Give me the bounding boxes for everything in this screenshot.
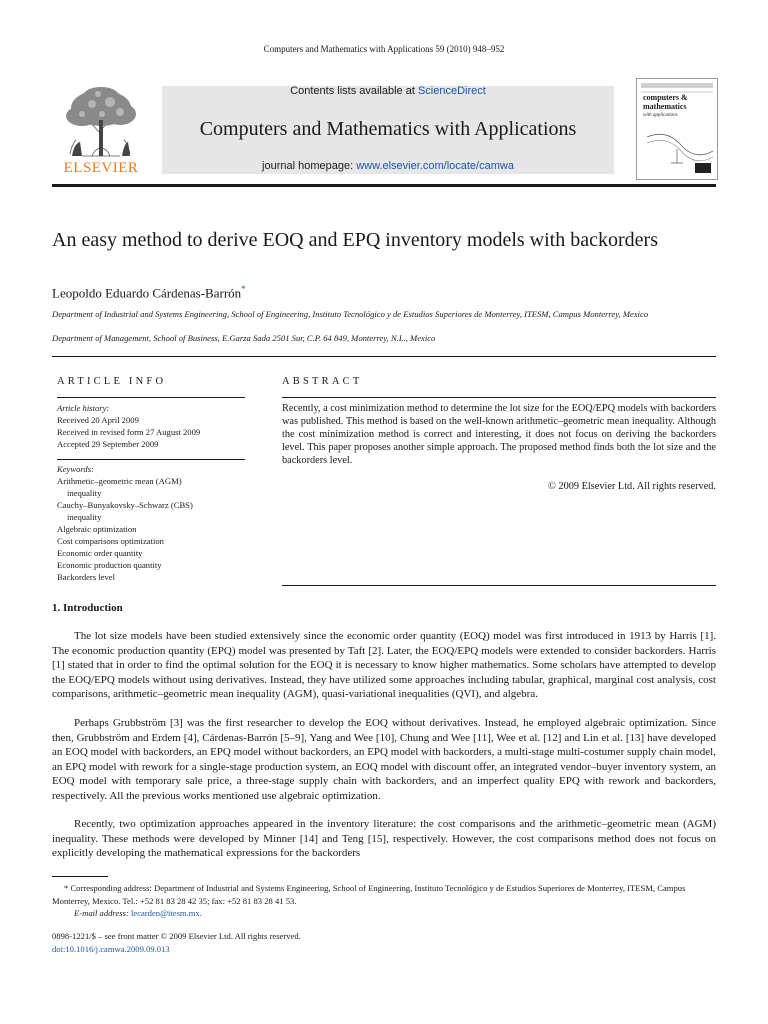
- keyword-item: Arithmetic–geometric mean (AGM): [57, 476, 182, 486]
- intro-p2-text: Perhaps Grubbström [3] was the first researcher to develop the EOQ without derivatives. Instead, he employed algebraic optimization. Since then, Grubbström and Erdem [4], Cárdenas-Barrón [5–9], Yang and Wee [10], Chung and Wee [11], Wee et al. [12] and Lin et al. [13] have developed an EOQ model with backorders, an EPQ model without backorders, an EPQ model with backorders, a multi-stage multi-costumer supply chain model, an EPQ model with rework for a single-stage production system, an EOQ model with discount offer, an integrated vendor–buyer inventory system, an EOQ model with temporary sale price, a three-stage supply chain with backorders, and an imperfect quality EPQ with rework and backorders, respectively. All the previous works mentioned use algebraic optimization.: [52, 717, 716, 802]
- history-item: Received in revised form 27 August 2009: [57, 427, 201, 437]
- article-history: [57, 402, 245, 450]
- article-info-heading: ARTICLE INFO: [57, 376, 167, 387]
- cover-title-1: computers &: [643, 93, 688, 102]
- issn-line: 0898-1221/$ – see front matter © 2009 Elsevier Ltd. All rights reserved.: [52, 931, 301, 941]
- homepage-line: [162, 160, 614, 172]
- keyword-item: inequality: [67, 488, 102, 498]
- footnote: [52, 882, 716, 920]
- cover-subtitle: with applications: [643, 113, 678, 118]
- intro-paragraph-1: [52, 629, 716, 702]
- abstract-text: Recently, a cost minimization method to determine the lot size for the EOQ/EPQ models with backorders was published. This method is based on the well-known arithmetic–geometric mean inequality. Although the cost minimization method is correct and interesting, it does not focus on deriving the backorders level. This paper proposes another simple approach. The proposed method finds both the lot size and the backorders level.: [282, 403, 716, 466]
- contents-prefix: Contents lists available at: [290, 85, 418, 97]
- front-matter: [52, 930, 301, 955]
- cover-title-2: mathematics: [643, 102, 687, 111]
- keyword-item: Backorders level: [57, 572, 115, 582]
- keyword-item: Algebraic optimization: [57, 524, 137, 534]
- email-suffix: .: [199, 908, 202, 918]
- homepage-prefix: journal homepage:: [262, 160, 357, 172]
- keywords-rule: [57, 459, 245, 460]
- footnote-text: Corresponding address: Department of Industrial and Systems Engineering, School of Engineering, Instituto Tecnológico y de Estudios Superiores de Monterrey, ITESM, Campus Monterrey, Mexico. Tel.: +52 81 83 28 42 35; fax: +52 81 83 28 41 53.: [52, 883, 686, 906]
- intro-p1-text: The lot size models have been studied extensively since the economic order quantity (EOQ) model was first introduced in 1913 by Harris [1]. The economic production quantity (EPQ) model was presented by Taft [2]. Later, the EOQ/EPQ models were extended to consider backorders. Harris [1] stated that in order to find the optimal solution for the EOQ it is necessary to know higher mathematics. Some scholars have attempted to develop the EOQ/EPQ models without using derivatives. Instead, they have utilized some approaches including tabular, graphical, marginal cost analysis, cost comparisons, arithmetic–geometric mean inequality (AGM), quasi-variational inequalities (QVI), and algebra.: [52, 630, 716, 700]
- article-title: An easy method to derive EOQ and EPQ inventory models with backorders: [52, 229, 658, 251]
- contents-line: [162, 86, 614, 97]
- email-label: E-mail address:: [74, 908, 131, 918]
- author-email-link[interactable]: lecarden@itesm.mx: [130, 908, 200, 918]
- author-footnote-mark[interactable]: *: [241, 284, 246, 294]
- intro-paragraph-3: [52, 817, 716, 861]
- journal-title: Computers and Mathematics with Applications: [199, 118, 577, 140]
- history-item: Accepted 29 September 2009: [57, 439, 159, 449]
- abstract-copyright: © 2009 Elsevier Ltd. All rights reserved.: [548, 481, 716, 492]
- sciencedirect-link[interactable]: ScienceDirect: [417, 85, 486, 97]
- keywords-label: Keywords:: [57, 464, 94, 474]
- keyword-item: inequality: [67, 512, 102, 522]
- doi-link[interactable]: doi:10.1016/j.camwa.2009.09.013: [52, 943, 170, 954]
- footnote-rule: [52, 876, 108, 877]
- running-head: Computers and Mathematics with Applications 59 (2010) 948–952: [263, 44, 505, 54]
- article-info-rule: [57, 397, 245, 398]
- journal-homepage-link[interactable]: www.elsevier.com/locate/camwa: [356, 160, 514, 172]
- history-label: Article history:: [57, 403, 110, 413]
- affiliation-2: Department of Management, School of Business, E.Garza Sada 2501 Sur, C.P. 64 849, Monterrey, N.L., Mexico: [52, 333, 436, 343]
- header-rule: [52, 184, 716, 187]
- keyword-item: Cauchy–Bunyakovsky–Schwarz (CBS): [57, 500, 193, 510]
- footnote-mark: *: [64, 883, 69, 893]
- history-item: Received 20 April 2009: [57, 415, 139, 425]
- abstract-heading: ABSTRACT: [282, 376, 363, 387]
- abstract-rule: [282, 397, 716, 398]
- keyword-item: Cost comparisons optimization: [57, 536, 164, 546]
- keyword-item: Economic production quantity: [57, 560, 162, 570]
- journal-cover[interactable]: [636, 78, 718, 180]
- keyword-item: Economic order quantity: [57, 548, 143, 558]
- keywords-block: [57, 463, 245, 583]
- intro-heading: 1. Introduction: [52, 602, 123, 614]
- elsevier-tree-icon: [52, 84, 150, 160]
- intro-paragraph-2: [52, 716, 716, 803]
- author-name: Leopoldo Eduardo Cárdenas-Barrón: [52, 285, 242, 301]
- affiliation-1: Department of Industrial and Systems Engineering, School of Engineering, Instituto Tecnológico y de Estudios Superiores de Monterrey, ITESM, Campus Monterrey, Mexico: [52, 309, 649, 319]
- author-line: [52, 284, 246, 301]
- intro-p3-text: Recently, two optimization approaches appeared in the inventory literature: the cost comparisons and the arithmetic–geometric mean (AGM) inequality. These methods were developed by Minner [14] and Teng [15], respectively. However, the cost comparisons method does not focus on explicitly developing the mathematical expressions for the backorders: [52, 818, 716, 859]
- abstract-bottom-rule: [282, 585, 716, 586]
- info-top-rule: [52, 356, 716, 357]
- publisher-name: ELSEVIER: [63, 160, 139, 176]
